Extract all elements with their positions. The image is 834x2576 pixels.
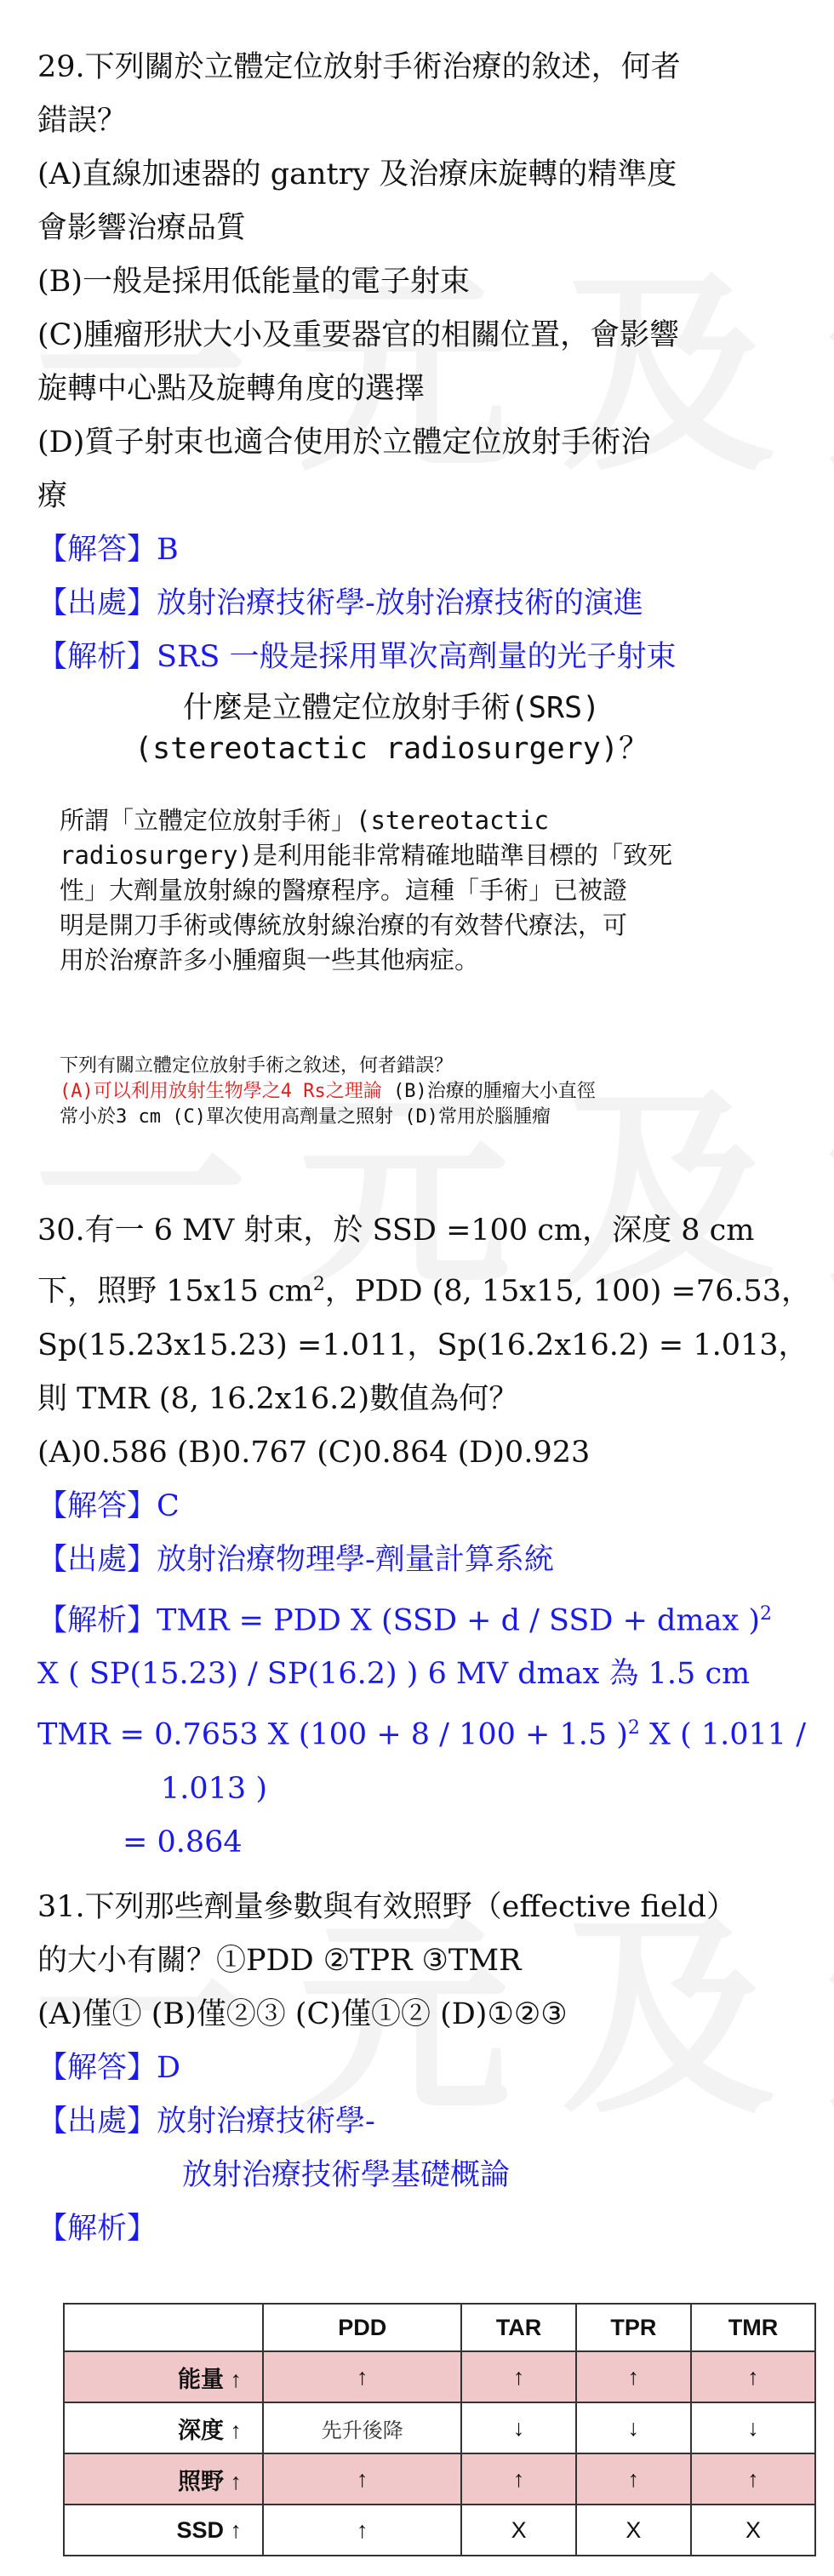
table-header-row [64, 2304, 815, 2351]
q29-line: 錯誤？ [37, 104, 128, 138]
analysis-tag: 【解析】 [37, 1603, 157, 1638]
q30-analysis-line: = 0.864 [123, 1825, 243, 1859]
table-header: TMR [691, 2304, 815, 2351]
srs-heading: 什麼是立體定位放射手術(SRS) [182, 691, 601, 725]
table-cell: ↑ [576, 2351, 691, 2402]
table-cell: ↑ [461, 2351, 575, 2402]
table-header [64, 2304, 263, 2351]
q30-analysis-line: X ( SP(15.23) / SP(16.2) ) 6 MV dmax 為 1.5 cm [37, 1657, 751, 1692]
q29-source-line [37, 577, 803, 631]
table-row [64, 2351, 815, 2402]
row-label: 能量 ↑ [64, 2351, 263, 2402]
superscript: 2 [627, 1717, 640, 1739]
related-option-a: (A)可以利用放射生物學之4 Rs之理論 [60, 1081, 382, 1102]
table-cell: ↑ [461, 2453, 575, 2505]
q30-text: ，PDD (8, 15x15, 100) =76.53， [324, 1274, 812, 1309]
table-cell: ↑ [263, 2453, 461, 2505]
q30-line [37, 1258, 812, 1319]
row-label: 深度 ↑ [64, 2402, 263, 2453]
source-value: 放射治療物理學-劑量計算系統 [157, 1542, 554, 1577]
related-line: 下列有關立體定位放射手術之敘述，何者錯誤？ [60, 1055, 454, 1077]
table-row [64, 2505, 815, 2556]
table-row [64, 2453, 815, 2505]
table-cell: X [461, 2505, 575, 2556]
analysis-tag: 【解析】 [37, 640, 157, 674]
table-row [64, 2402, 815, 2453]
row-label: SSD ↑ [64, 2505, 263, 2556]
q30-line: 則 TMR (8, 16.2x16.2)數值為何？ [37, 1381, 519, 1416]
q31-options: (A)僅① (B)僅②③ (C)僅①② (D)①②③ [37, 1997, 568, 2031]
q29-analysis-line [37, 631, 803, 684]
table-cell: ↑ [263, 2505, 461, 2556]
source-value: 放射治療技術學-放射治療技術的演進 [157, 586, 643, 620]
table-header: PDD [263, 2304, 461, 2351]
question-30 [37, 1204, 812, 1870]
srs-para-line: 所謂「立體定位放射手術」(stereotactic [60, 806, 549, 835]
q30-analysis-line [37, 1587, 803, 1648]
row-label: 照野 ↑ [64, 2453, 263, 2505]
answer-value: B [157, 533, 179, 567]
q29-line: (B)一般是採用低能量的電子射束 [37, 265, 471, 299]
srs-heading: (stereotactic radiosurgery)？ [134, 732, 648, 766]
table-cell: 先升後降 [263, 2402, 461, 2453]
srs-para-line: 用於治療許多小腫瘤與一些其他病症。 [60, 945, 480, 974]
srs-paragraph [60, 803, 808, 978]
q29-line: 29.下列關於立體定位放射手術治療的敘述，何者 [37, 50, 681, 84]
srs-explanation [60, 688, 791, 978]
q29-line: (C)腫瘤形狀大小及重要器官的相關位置，會影響 [37, 318, 680, 352]
srs-para-line: 性」大劑量放射線的醫療程序。這種「手術」已被證 [60, 876, 628, 905]
table-header: TPR [576, 2304, 691, 2351]
related-option-b: (B)治療的腫瘤大小直徑 [392, 1081, 596, 1102]
q30-line: Sp(15.23x15.23) =1.011，Sp(16.2x16.2) = 1.013， [37, 1328, 808, 1362]
q30-answer-line [37, 1480, 803, 1534]
answer-tag: 【解答】 [37, 2051, 157, 2085]
table-cell: ↑ [691, 2453, 815, 2505]
answer-value: D [157, 2051, 181, 2085]
q30-text: 下，照野 15x15 cm [37, 1274, 313, 1309]
question-31 [37, 1881, 803, 2256]
source-value: 放射治療技術學- [157, 2105, 375, 2139]
q31-source-line [37, 2095, 803, 2149]
question-29 [37, 41, 803, 684]
q30-analysis-line: 1.013 ) [161, 1771, 267, 1806]
q31-analysis-line: 【解析】 [37, 2212, 157, 2246]
q30-line: 30.有一 6 MV 射束，於 SSD =100 cm，深度 8 cm [37, 1214, 755, 1248]
analysis-formula: X ( 1.011 / [639, 1717, 806, 1752]
table-cell: ↑ [263, 2351, 461, 2402]
q30-options: (A)0.586 (B)0.767 (C)0.864 (D)0.923 [37, 1435, 591, 1470]
q31-line: 31.下列那些劑量參數與有效照野（effective field） [37, 1890, 737, 1924]
table-cell: ↓ [461, 2402, 575, 2453]
q29-answer-line [37, 523, 803, 577]
analysis-formula: TMR = 0.7653 X (100 + 8 / 100 + 1.5 ) [37, 1717, 628, 1752]
q31-line: 的大小有關？①PDD ②TPR ③TMR [37, 1944, 522, 1978]
answer-tag: 【解答】 [37, 1488, 157, 1523]
q29-line: (A)直線加速器的 gantry 及治療床旋轉的精準度 [37, 157, 677, 191]
table-cell: X [576, 2505, 691, 2556]
table-cell: ↓ [691, 2402, 815, 2453]
analysis-formula: TMR = PDD X (SSD + d / SSD + dmax ) [157, 1603, 761, 1638]
source-tag: 【出處】 [37, 2105, 157, 2139]
superscript: 2 [312, 1274, 325, 1295]
q29-line: (D)質子射束也適合使用於立體定位放射手術治 [37, 426, 651, 460]
source-tag: 【出處】 [37, 1542, 157, 1577]
analysis-value: SRS 一般是採用單次高劑量的光子射束 [157, 640, 677, 674]
q30-analysis-line [37, 1701, 806, 1762]
table-cell: ↑ [691, 2351, 815, 2402]
answer-value: C [157, 1488, 180, 1523]
related-question [60, 1054, 808, 1130]
srs-para-line: radiosurgery)是利用能非常精確地瞄準目標的「致死 [60, 841, 672, 870]
table-header: TAR [461, 2304, 575, 2351]
q30-source-line [37, 1534, 803, 1587]
source-tag: 【出處】 [37, 586, 157, 620]
q29-line: 療 [37, 479, 68, 513]
q31-answer-line [37, 2042, 803, 2095]
related-line [60, 1079, 808, 1105]
superscript: 2 [760, 1602, 773, 1625]
table-cell: ↓ [576, 2402, 691, 2453]
q29-line: 會影響治療品質 [37, 211, 247, 245]
q31-source-line-2: 放射治療技術學基礎概論 [182, 2158, 511, 2192]
answer-tag: 【解答】 [37, 533, 157, 567]
q29-line: 旋轉中心點及旋轉角度的選擇 [37, 372, 426, 406]
related-line: 常小於3 cm (C)單次使用高劑量之照射 (D)常用於腦腫瘤 [60, 1106, 551, 1128]
srs-para-line: 明是開刀手術或傳統放射線治療的有效替代療法，可 [60, 911, 628, 940]
table-cell: X [691, 2505, 815, 2556]
table-cell: ↑ [576, 2453, 691, 2505]
dose-parameter-table [63, 2303, 816, 2556]
